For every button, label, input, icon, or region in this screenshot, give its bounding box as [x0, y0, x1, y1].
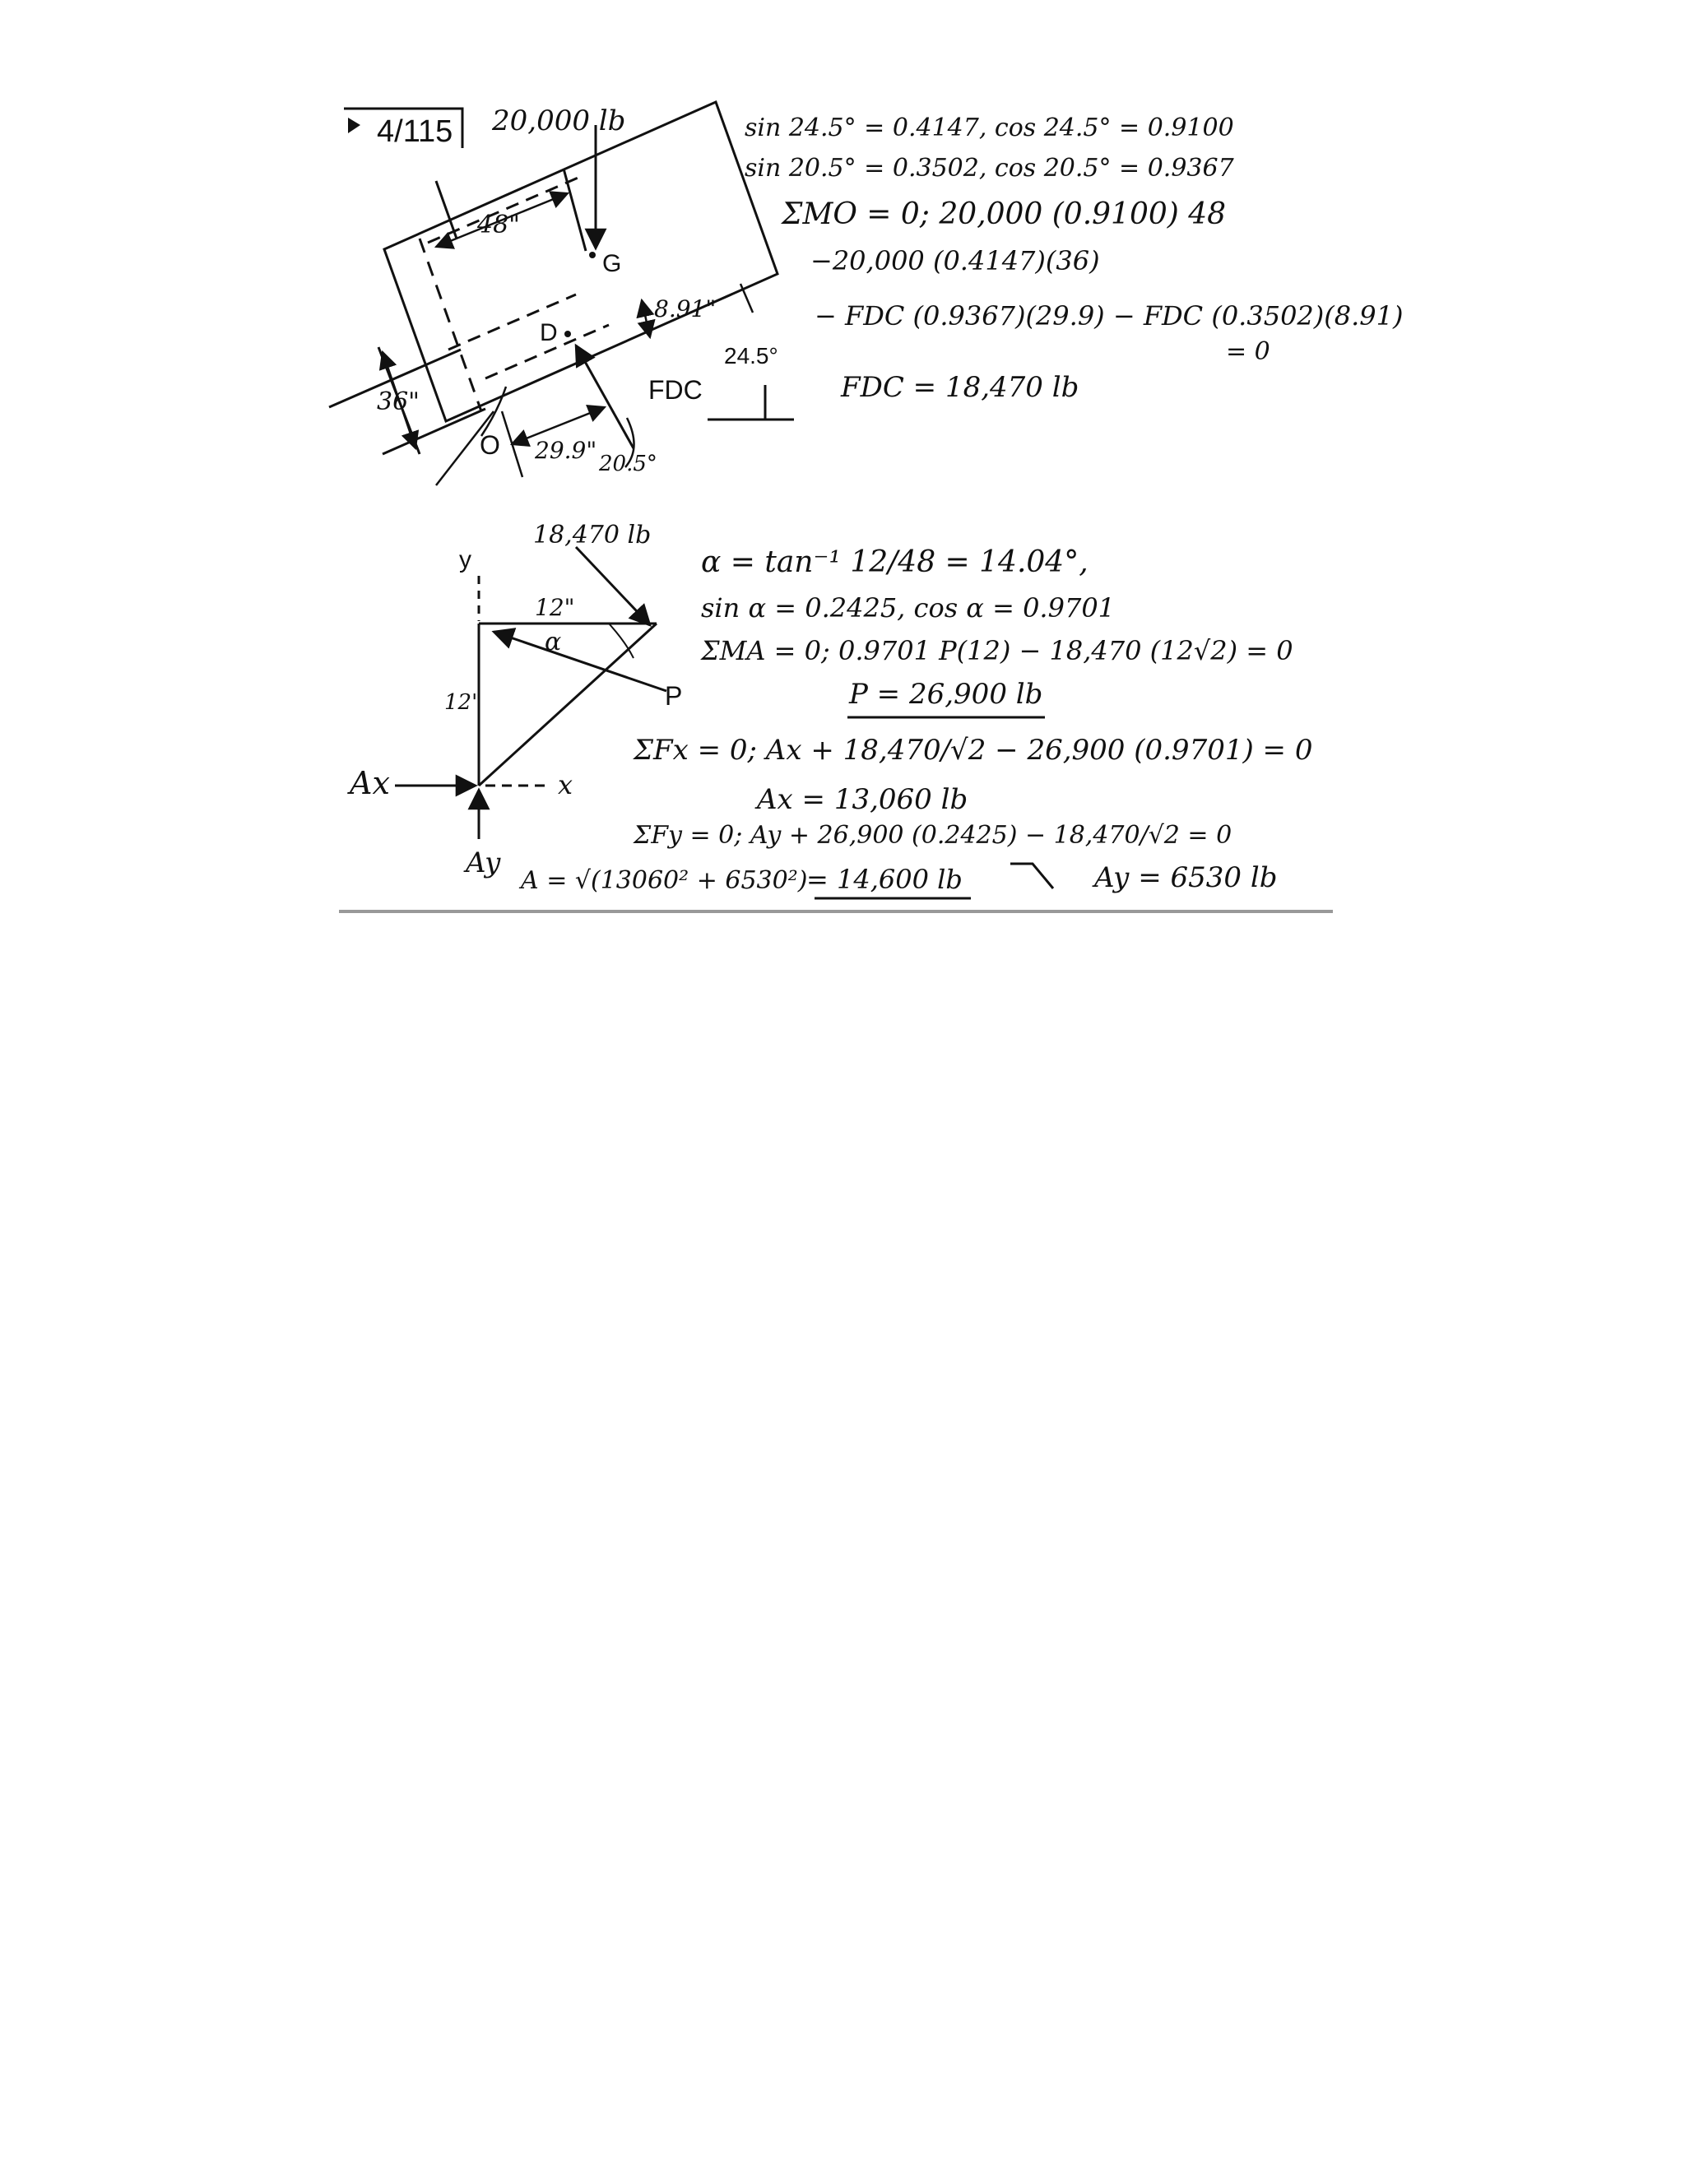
fdc-label: FDC	[648, 375, 703, 405]
member-frame	[479, 624, 657, 786]
eq-bottom-5: ΣFx = 0; Ax + 18,470/√2 − 26,900 (0.9701) = 0	[634, 734, 1313, 767]
point-g-dot	[589, 252, 596, 258]
point-d-dot	[564, 331, 571, 337]
eq-bottom-8: A = √(13060² + 6530²)	[521, 866, 808, 895]
eq-bottom-3: ΣMA = 0; 0.9701 P(12) − 18,470 (12√2) = 0	[701, 635, 1293, 666]
eq-bottom-9: = 14,600 lb	[806, 864, 963, 895]
problem-number-box	[344, 109, 462, 149]
fdc-arrow	[576, 345, 634, 448]
eq-bottom-6: Ax = 13,060 lb	[757, 783, 968, 816]
eq-top-4: −20,000 (0.4147)(36)	[810, 245, 1100, 276]
eq-bottom-10: Ay = 6530 lb	[1094, 861, 1278, 894]
top-equations	[745, 114, 1403, 404]
container-inner-dash	[420, 239, 481, 411]
problem-number: 4/115	[377, 114, 453, 149]
force-ay-label: Ay	[466, 846, 501, 879]
force-top-label: 18,470 lb	[533, 521, 652, 549]
bottom-equations	[518, 545, 1312, 895]
eq-top-2: sin 20.5° = 0.3502, cos 20.5° = 0.9367	[745, 154, 1234, 183]
eq-bottom-7: ΣFy = 0; Ay + 26,900 (0.2425) − 18,470/√2 = 0	[634, 821, 1232, 850]
eq-bottom-2: sin α = 0.2425, cos α = 0.9701	[701, 592, 1116, 624]
dim-48-label: 48"	[477, 211, 520, 239]
force-p-label: P	[665, 681, 683, 711]
dim-48-right	[564, 169, 586, 251]
angle-205-label: 20.5°	[599, 452, 657, 476]
force-p-arrow	[494, 632, 666, 691]
eq-top-7: FDC = 18,470 lb	[841, 371, 1079, 404]
eq-top-5: − FDC (0.9367)(29.9) − FDC (0.3502)(8.91)	[815, 300, 1404, 332]
eq-bottom-4: P = 26,900 lb	[849, 678, 1043, 711]
eq-bottom-1: α = tan⁻¹ 12/48 = 14.04°,	[701, 545, 1089, 579]
triangle-marker-icon	[348, 118, 360, 133]
dim-12-top-label: 12"	[535, 594, 575, 621]
point-o-label: O	[480, 430, 500, 460]
member-diagonal	[479, 624, 657, 786]
eq-top-6: = 0	[1226, 337, 1270, 366]
dim-12-side-label: 12"	[444, 690, 482, 715]
dim-891-label: 8.91"	[654, 295, 717, 322]
force-ax-label: Ax	[350, 765, 390, 801]
container-outline	[384, 102, 778, 421]
dim-48-left	[436, 181, 457, 239]
axis-y-label: y	[459, 546, 471, 573]
dim-299-label: 29.9"	[535, 437, 597, 464]
answer-angle-symbol	[1010, 864, 1053, 888]
angle-245-label: 24.5°	[724, 343, 778, 369]
eq-top-1: sin 24.5° = 0.4147, cos 24.5° = 0.9100	[745, 114, 1234, 142]
force-top-arrow	[576, 547, 650, 625]
point-d-label: D	[540, 319, 558, 346]
alpha-arc	[609, 624, 634, 658]
axis-x-label: x	[558, 769, 573, 800]
point-g-label: G	[602, 250, 622, 277]
eq-top-3: ΣMO = 0; 20,000 (0.9100) 48	[782, 197, 1227, 231]
load-label: 20,000 lb	[492, 104, 626, 137]
angle-alpha-label: α	[545, 628, 562, 656]
dim-36-label: 36"	[377, 387, 420, 416]
